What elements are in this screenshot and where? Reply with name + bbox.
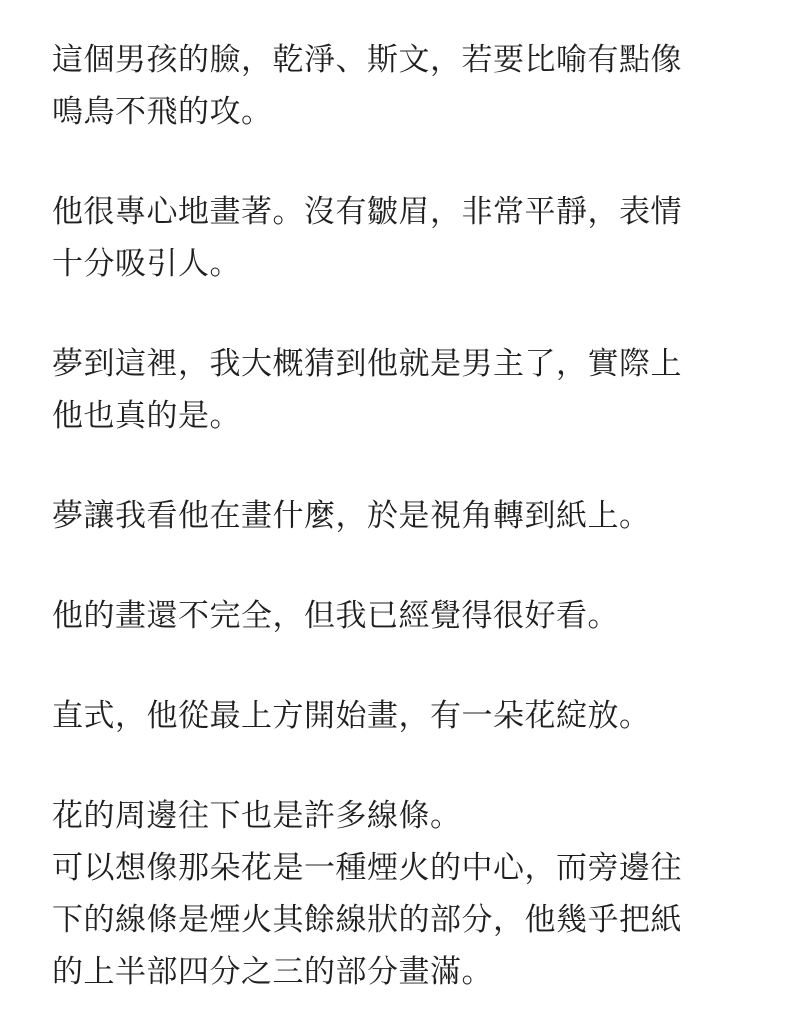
text-line: 十分吸引人。: [52, 246, 241, 282]
text-line: 他的畫還不完全，但我已經覺得很好看。: [52, 598, 619, 634]
paragraph-7: [52, 790, 752, 842]
paragraph-2: [52, 186, 752, 290]
text-line: 的上半部四分之三的部分畫滿。: [52, 954, 493, 990]
article-body: [52, 34, 752, 998]
paragraph-1: [52, 34, 752, 138]
text-line: 他也真的是。: [52, 398, 241, 434]
text-line: 他很專心地畫著。沒有皺眉，非常平靜，表情: [52, 194, 682, 230]
text-line: 直式，他從最上方開始畫，有一朵花綻放。: [52, 698, 651, 734]
paragraph-8: [52, 842, 752, 998]
text-line: 夢到這裡，我大概猜到他就是男主了，實際上: [52, 346, 682, 382]
text-line: 花的周邊往下也是許多線條。: [52, 798, 462, 834]
text-line: 夢讓我看他在畫什麼，於是視角轉到紙上。: [52, 498, 651, 534]
text-line: 這個男孩的臉，乾淨、斯文，若要比喻有點像: [52, 42, 682, 78]
paragraph-5: [52, 590, 752, 642]
paragraph-6: [52, 690, 752, 742]
text-line: 下的線條是煙火其餘線狀的部分，他幾乎把紙: [52, 902, 682, 938]
paragraph-4: [52, 490, 752, 542]
paragraph-3: [52, 338, 752, 442]
text-line: 可以想像那朵花是一種煙火的中心，而旁邊往: [52, 850, 682, 886]
text-line: 鳴鳥不飛的攻。: [52, 94, 273, 130]
